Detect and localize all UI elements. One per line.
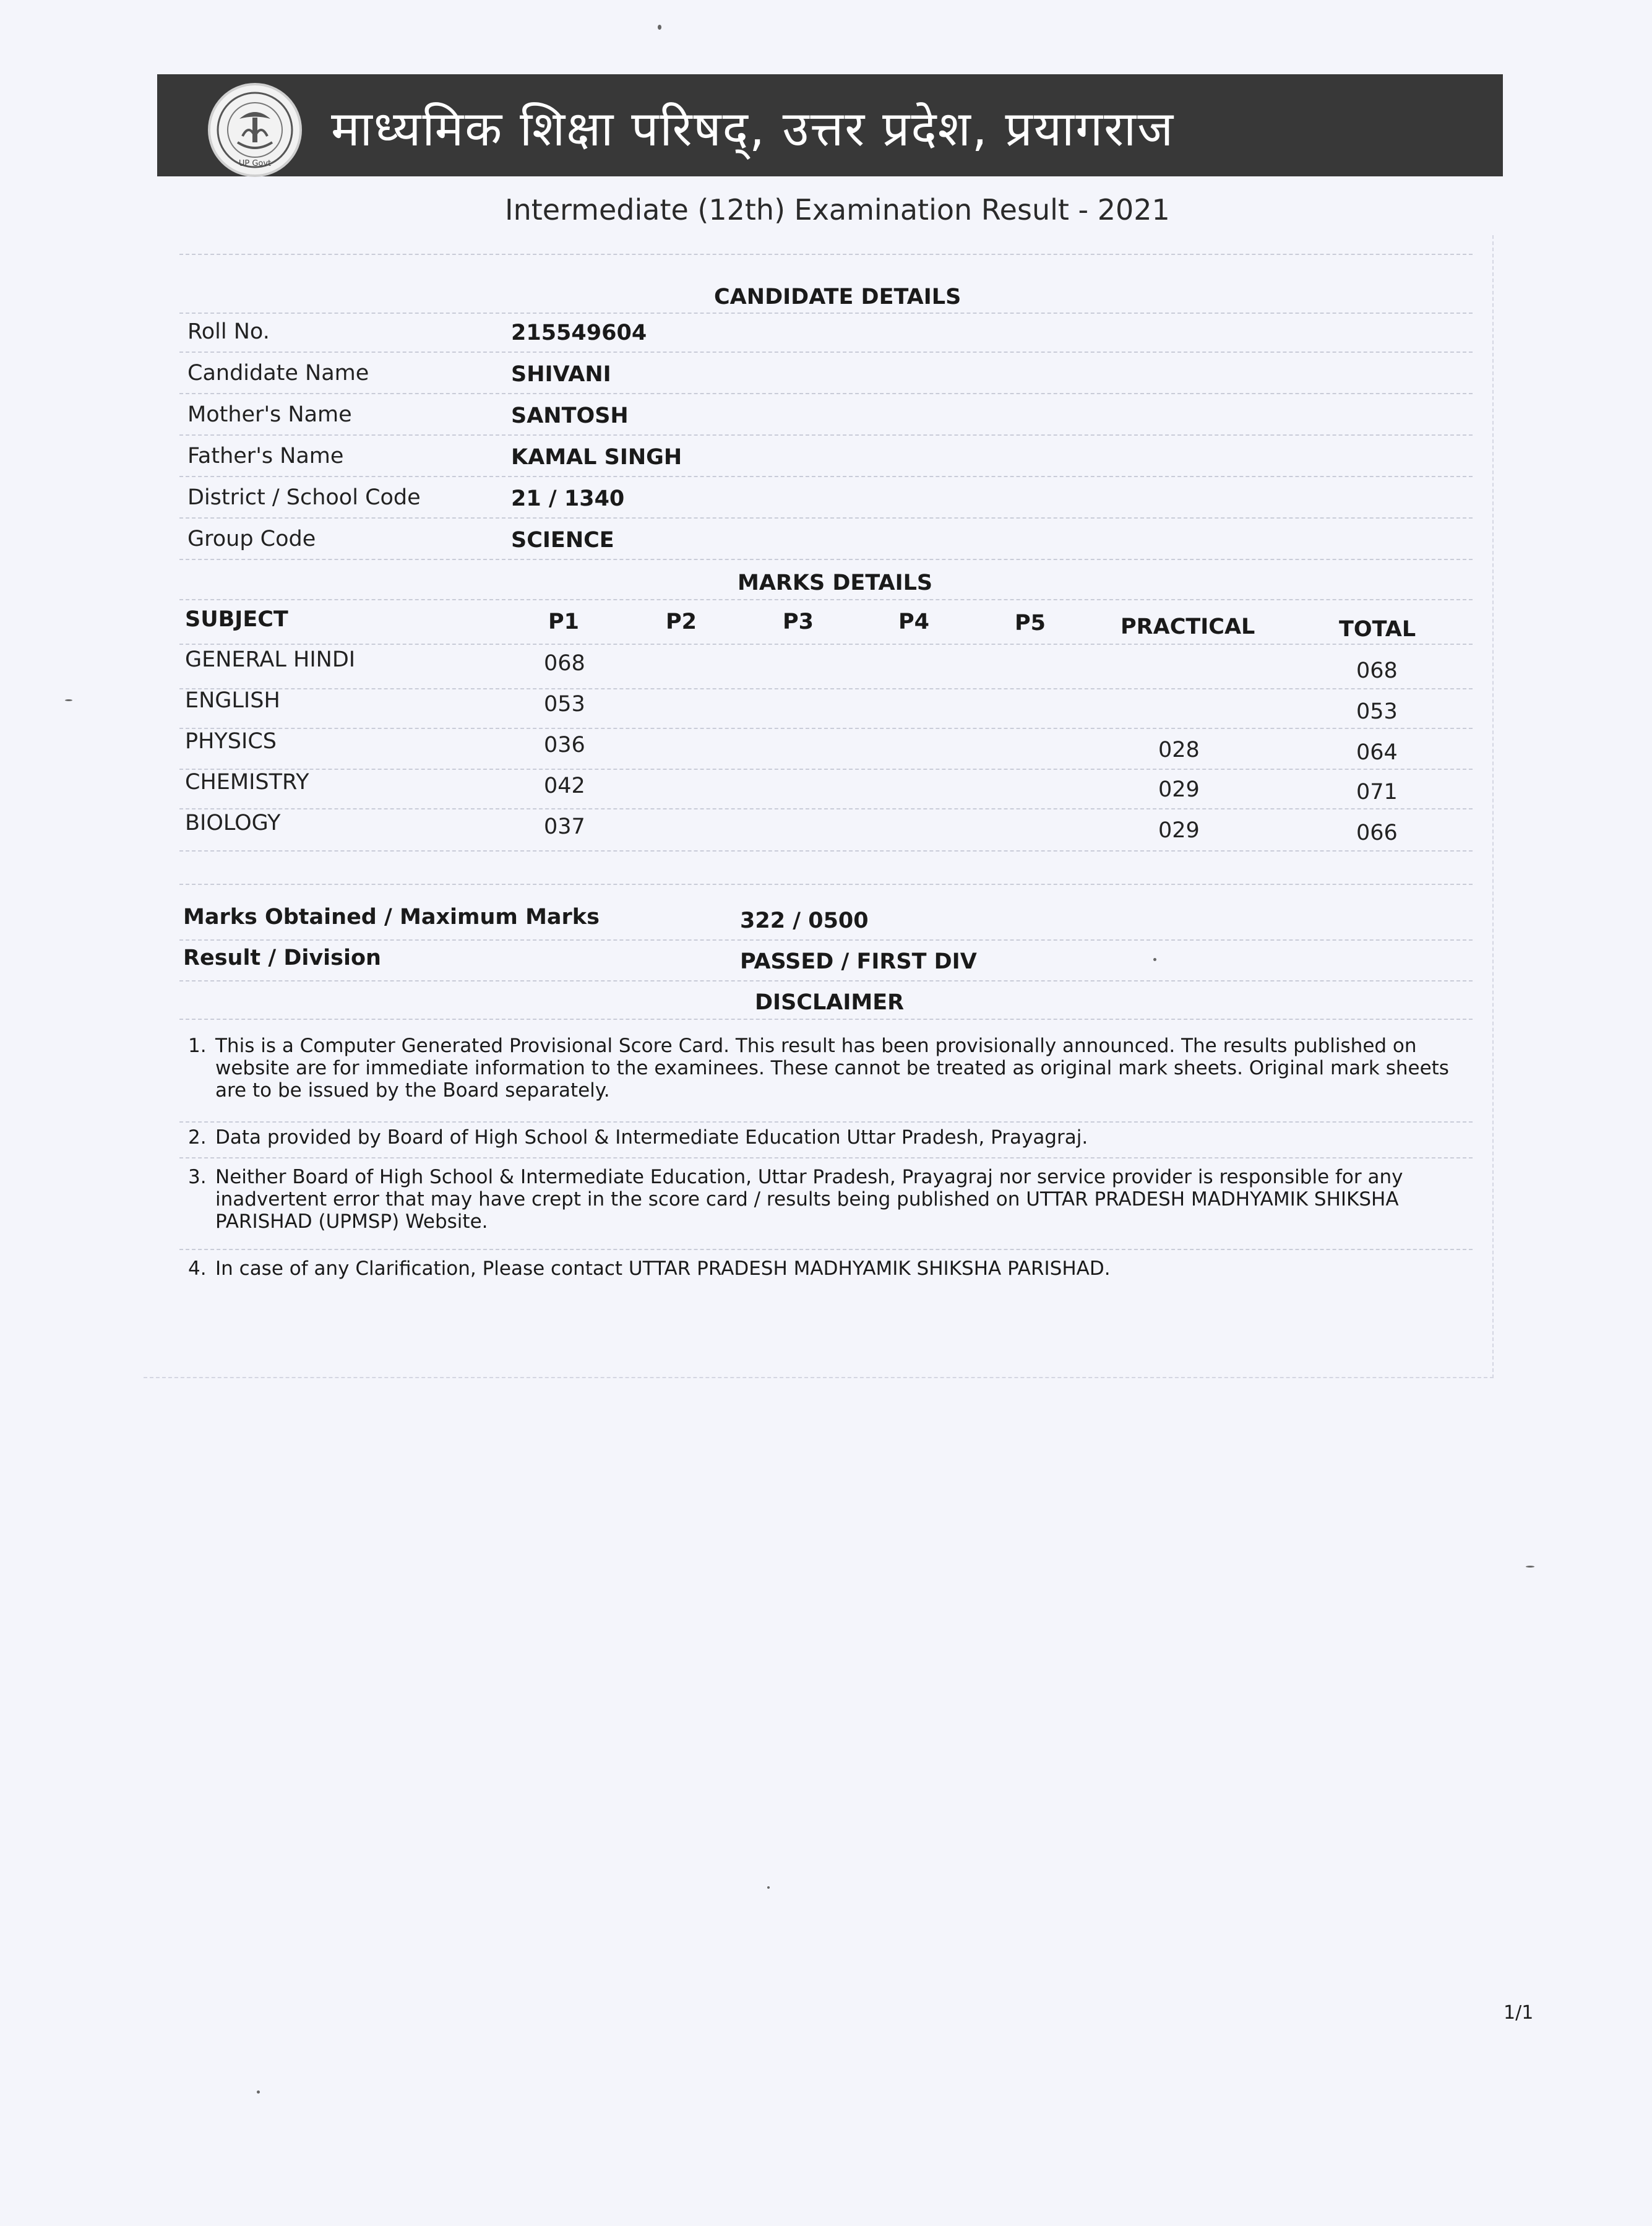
scan-speck	[767, 1886, 770, 1889]
divider	[179, 1019, 1473, 1020]
disclaimer-item: This is a Computer Generated Provisional Score Card. This result has been provisionally announced. The results published on website are for immediate information to the examinees. These cannot be treated as original mark sheets. Original mark sheets are to be issued by the Board separately.	[215, 1035, 1449, 1102]
col-header-p1: P1	[548, 610, 580, 634]
disclaimer-number: 3.	[188, 1166, 207, 1188]
subject-cell: BIOLOGY	[185, 811, 281, 835]
group-code-value: SCIENCE	[511, 528, 614, 553]
scan-speck	[658, 25, 661, 30]
up-govt-emblem-icon	[205, 80, 304, 179]
practical-cell: 029	[1158, 818, 1200, 843]
divider	[179, 393, 1473, 394]
col-header-subject: SUBJECT	[185, 607, 288, 632]
col-header-total: TOTAL	[1339, 617, 1416, 642]
district-school-code-value: 21 / 1340	[511, 486, 625, 511]
practical-cell: 029	[1158, 777, 1200, 802]
marks-obtained-label: Marks Obtained / Maximum Marks	[183, 905, 600, 930]
divider	[179, 884, 1473, 885]
subject-cell: PHYSICS	[185, 729, 277, 754]
disclaimer-number: 1.	[188, 1035, 207, 1057]
divider	[179, 850, 1473, 852]
practical-cell: 028	[1158, 738, 1200, 762]
divider	[179, 517, 1473, 519]
result-division-label: Result / Division	[183, 946, 381, 970]
scan-speck	[257, 2090, 260, 2094]
disclaimer-item: Data provided by Board of High School & Intermediate Education Uttar Pradesh, Prayagraj.	[215, 1126, 1088, 1149]
fathers-name-value: KAMAL SINGH	[511, 445, 682, 470]
col-header-p5: P5	[1015, 611, 1046, 636]
page-number: 1/1	[1504, 2002, 1534, 2024]
divider	[179, 644, 1473, 645]
p1-cell: 053	[544, 692, 585, 717]
scan-speck	[65, 699, 72, 701]
mothers-name-label: Mother's Name	[187, 402, 352, 427]
total-cell: 071	[1356, 780, 1398, 805]
disclaimer-number: 2.	[188, 1126, 207, 1149]
marks-obtained-value: 322 / 0500	[740, 908, 869, 933]
divider	[179, 254, 1473, 255]
divider	[179, 352, 1473, 353]
divider	[179, 769, 1473, 770]
result-division-value: PASSED / FIRST DIV	[740, 949, 977, 974]
group-code-label: Group Code	[187, 527, 316, 551]
col-header-p2: P2	[666, 610, 697, 634]
district-school-code-label: District / School Code	[187, 485, 421, 510]
divider	[179, 808, 1473, 809]
disclaimer-number: 4.	[188, 1258, 207, 1280]
marks-details-heading: MARKS DETAILS	[738, 571, 933, 595]
divider	[179, 559, 1473, 560]
board-name-hindi: माध्यमिक शिक्षा परिषद्, उत्तर प्रदेश, प्रयागराज	[331, 101, 1175, 157]
fathers-name-label: Father's Name	[187, 444, 344, 468]
subject-cell: CHEMISTRY	[185, 770, 309, 795]
divider	[179, 1249, 1473, 1250]
divider	[179, 434, 1473, 436]
col-header-practical: PRACTICAL	[1121, 615, 1255, 639]
subject-cell: ENGLISH	[185, 688, 280, 713]
scan-speck	[1153, 958, 1156, 961]
divider	[179, 688, 1473, 689]
candidate-name-label: Candidate Name	[187, 361, 369, 386]
mothers-name-value: SANTOSH	[511, 403, 629, 428]
total-cell: 066	[1356, 821, 1398, 845]
p1-cell: 042	[544, 774, 585, 798]
divider	[179, 728, 1473, 729]
col-header-p3: P3	[783, 610, 814, 634]
divider	[179, 313, 1473, 314]
divider	[179, 476, 1473, 477]
svg-text:UP Govt: UP Govt	[238, 159, 272, 168]
scan-speck	[1526, 1566, 1534, 1568]
roll-no-label: Roll No.	[187, 319, 270, 344]
divider	[179, 1121, 1473, 1123]
disclaimer-item: In case of any Clarification, Please contact UTTAR PRADESH MADHYAMIK SHIKSHA PARISHAD.	[215, 1258, 1111, 1280]
subject-cell: GENERAL HINDI	[185, 647, 356, 672]
disclaimer-item: Neither Board of High School & Intermediate Education, Uttar Pradesh, Prayagraj nor service provider is responsible for any inadvertent error that may have crept in the score card / results being published on UTTAR PRADESH MADHYAMIK SHIKSHA PARISHAD (UPMSP) Website.	[215, 1166, 1403, 1233]
candidate-details-heading: CANDIDATE DETAILS	[714, 285, 962, 309]
candidate-name-value: SHIVANI	[511, 362, 611, 387]
divider	[179, 599, 1473, 600]
p1-cell: 037	[544, 814, 585, 839]
total-cell: 068	[1356, 658, 1398, 683]
total-cell: 053	[1356, 699, 1398, 724]
p1-cell: 036	[544, 733, 585, 757]
divider	[179, 980, 1473, 981]
total-cell: 064	[1356, 740, 1398, 765]
divider	[179, 939, 1473, 941]
page-title: Intermediate (12th) Examination Result - 2021	[505, 193, 1170, 226]
col-header-p4: P4	[898, 610, 930, 634]
disclaimer-heading: DISCLAIMER	[755, 990, 905, 1015]
divider	[179, 1157, 1473, 1158]
roll-no-value: 215549604	[511, 321, 647, 345]
p1-cell: 068	[544, 651, 585, 676]
